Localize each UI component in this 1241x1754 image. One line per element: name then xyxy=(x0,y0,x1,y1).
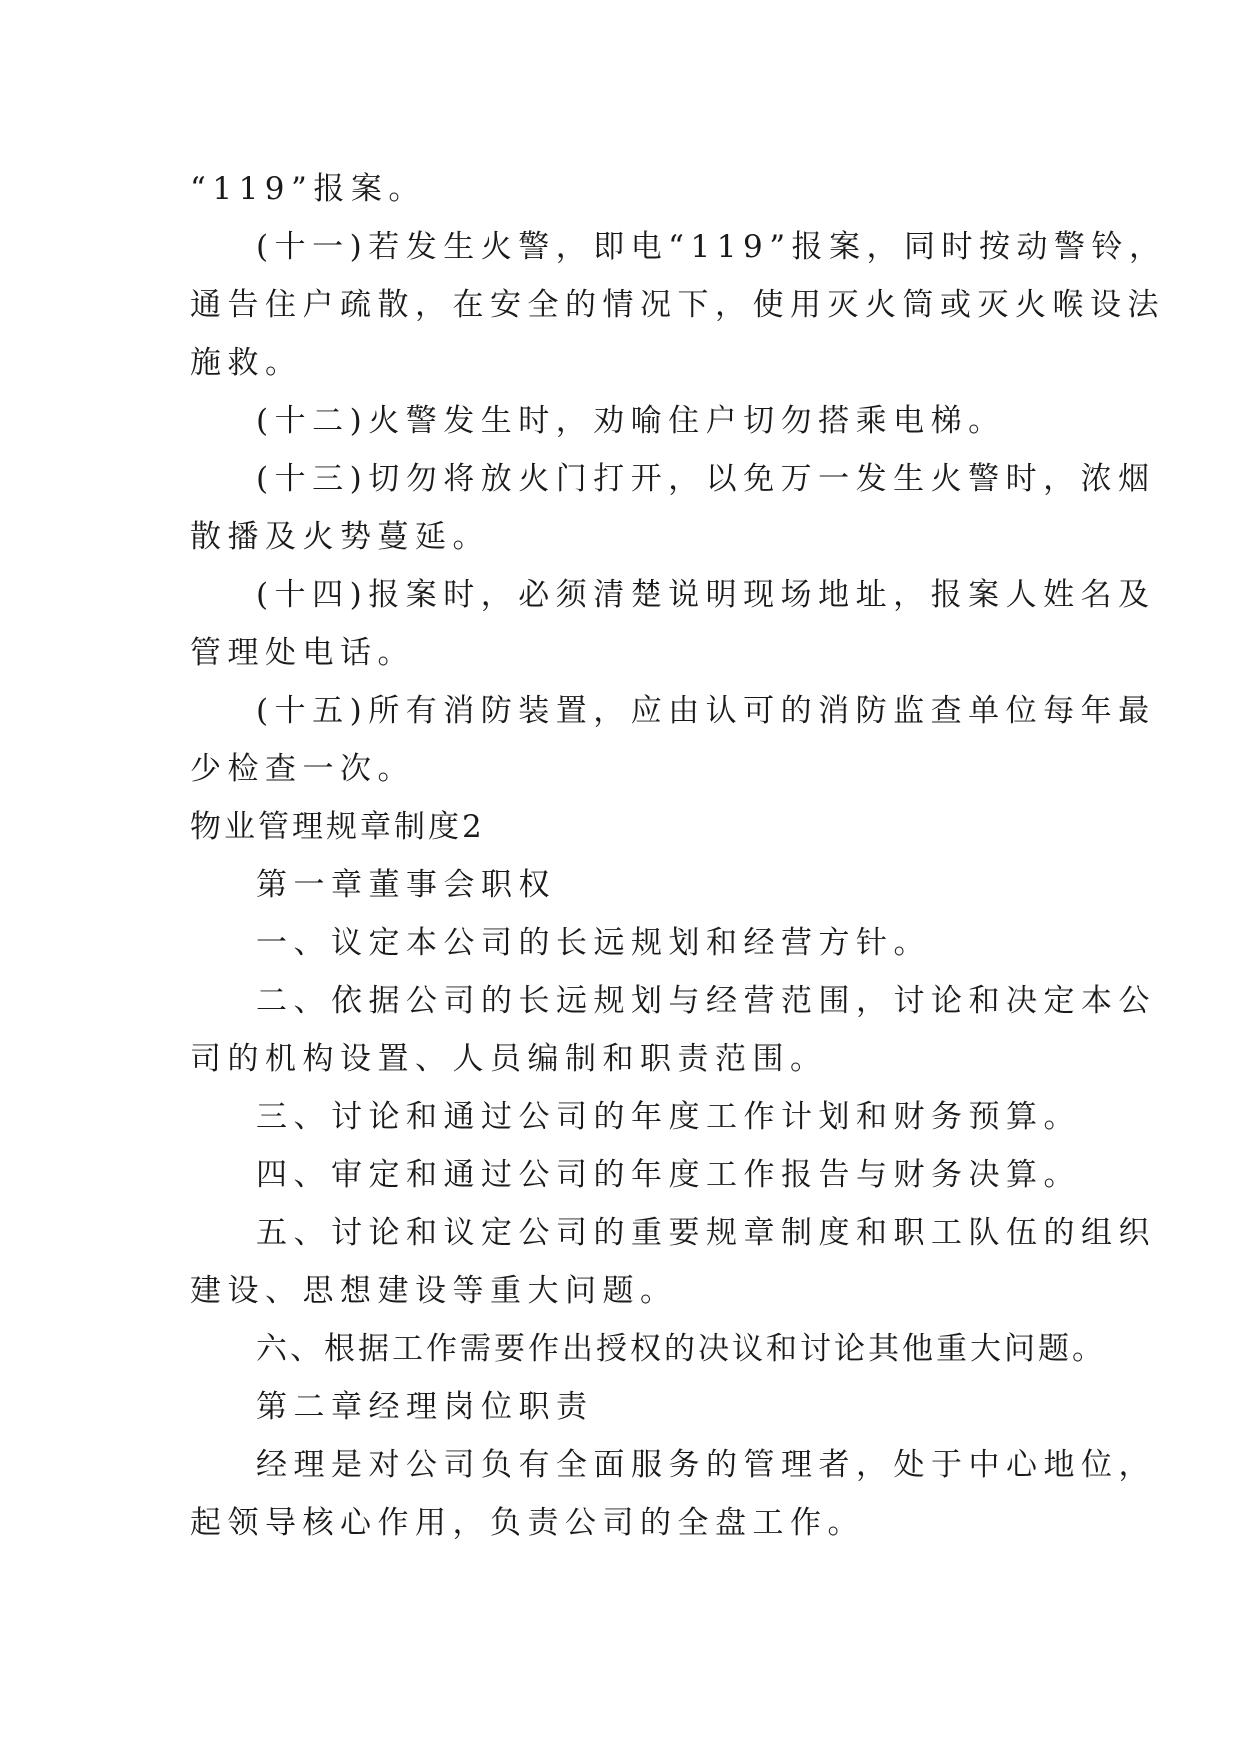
text-line: 施救。 xyxy=(190,345,303,381)
text-line: 起领导核心作用，负责公司的全盘工作。 xyxy=(190,1505,865,1541)
text-line: 三、讨论和通过公司的年度工作计划和财务预算。 xyxy=(256,1099,1081,1135)
text-line: (十一)若发生火警，即电“119”报案，同时按动警铃， xyxy=(256,229,1167,265)
text-line: 五、讨论和议定公司的重要规章制度和职工队伍的组织 xyxy=(256,1215,1156,1251)
text-line: 六、根据工作需要作出授权的决议和讨论其他重大问题。 xyxy=(256,1331,1106,1367)
text-line: “119”报案。 xyxy=(190,171,426,207)
text-line: 通告住户疏散，在安全的情况下，使用灭火筒或灭火喉设法 xyxy=(190,287,1165,323)
document-body xyxy=(190,160,1167,1552)
chapter-heading: 第二章经理岗位职责 xyxy=(256,1389,594,1425)
text-line: 一、议定本公司的长远规划和经营方针。 xyxy=(256,925,931,961)
section-title: 物业管理规章制度2 xyxy=(190,809,485,845)
text-line: 管理处电话。 xyxy=(190,635,415,671)
text-line: 少检查一次。 xyxy=(190,751,415,787)
text-line: (十二)火警发生时，劝喻住户切勿搭乘电梯。 xyxy=(256,403,1006,439)
text-line: 二、依据公司的长远规划与经营范围，讨论和决定本公 xyxy=(256,983,1156,1019)
text-line: (十四)报案时，必须清楚说明现场地址，报案人姓名及 xyxy=(256,577,1156,613)
text-line: 司的机构设置、人员编制和职责范围。 xyxy=(190,1041,828,1077)
chapter-heading: 第一章董事会职权 xyxy=(256,867,556,903)
text-line: 四、审定和通过公司的年度工作报告与财务决算。 xyxy=(256,1157,1081,1193)
text-line: 散播及火势蔓延。 xyxy=(190,519,490,555)
text-line: 建设、思想建设等重大问题。 xyxy=(190,1273,678,1309)
text-line: 经理是对公司负有全面服务的管理者，处于中心地位， xyxy=(256,1447,1156,1483)
text-line: (十五)所有消防装置，应由认可的消防监查单位每年最 xyxy=(256,693,1156,729)
text-line: (十三)切勿将放火门打开，以免万一发生火警时，浓烟 xyxy=(256,461,1156,497)
